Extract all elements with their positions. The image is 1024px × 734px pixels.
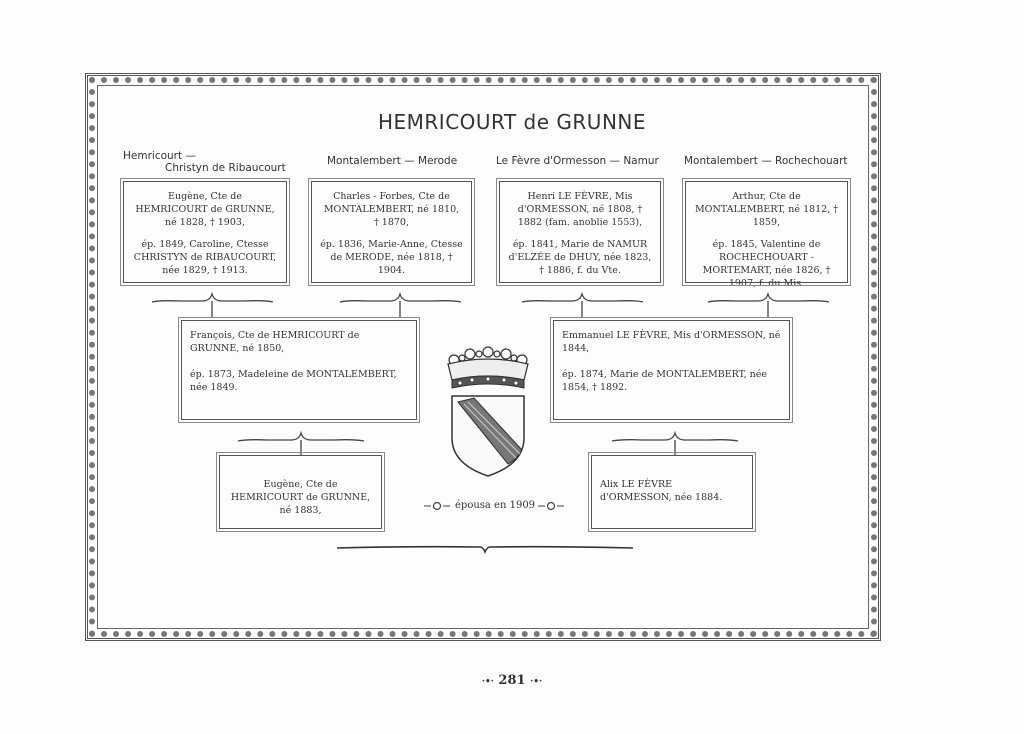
column-head-2: Montalembert — Merode <box>327 155 458 167</box>
column-head-1-line1: Hemricourt — <box>123 150 196 162</box>
page-number: ·•· 281 ·•· <box>481 673 543 688</box>
person-line-1: Eugène, Cte de HEMRICOURT de GRUNNE, né 1828, † 1903, <box>135 191 275 228</box>
marriage-note: épousa en 1909 <box>455 500 536 511</box>
marriage-line-2: ép. 1836, Marie-Anne, Ctesse de MERODE, née 1818, † 1904. <box>320 239 463 276</box>
ornament-left-icon <box>422 500 452 512</box>
column-head-1 <box>123 150 286 174</box>
bracket-gen1-third <box>520 290 645 318</box>
person-line-2: Charles - Forbes, Cte de MONTALEMBERT, né 1810, † 1870, <box>323 191 460 228</box>
bracket-gen2-right <box>610 428 740 458</box>
page-title: HEMRICOURT de GRUNNE <box>377 110 647 134</box>
marriage-line-3: ép. 1841, Marie de NAMUR d'ELZÉE de DHUY, née 1823, † 1886, f. du Vte. <box>508 239 652 276</box>
bracket-gen2-left <box>236 428 366 458</box>
page-number-value: 281 <box>498 673 526 688</box>
coat-of-arms-icon <box>438 346 538 478</box>
marriage-line-emmanuel: ép. 1874, Marie de MONTALEMBERT, née 1854, † 1892. <box>562 369 768 393</box>
person-box-alix <box>591 455 753 529</box>
person-line-eugene-1883: Eugène, Cte de HEMRICOURT de GRUNNE, né 1883, <box>230 479 371 516</box>
bracket-gen1-second <box>338 290 463 318</box>
person-box-montalembert-merode <box>311 181 472 283</box>
person-box-francois <box>181 320 417 420</box>
person-box-emmanuel <box>553 320 790 420</box>
person-box-eugene-1883 <box>219 455 382 529</box>
person-box-hemricourt-ribaucourt <box>123 181 287 283</box>
person-line-emmanuel: Emmanuel LE FÈVRE, Mis d'ORMESSON, né 1844, <box>562 330 781 354</box>
marriage-line-1: ép. 1849, Caroline, Ctesse CHRISTYN de RIBAUCOURT, née 1829, † 1913. <box>133 239 277 276</box>
person-box-montalembert-rochechouart <box>685 181 848 289</box>
marriage-line-4: ép. 1845, Valentine de ROCHECHOUART - MORTEMART, née 1826, † 1907, f. du Mis. <box>702 239 831 289</box>
marriage-line-francois: ép. 1873, Madeleine de MONTALEMBERT, née 1849. <box>190 369 397 393</box>
person-line-francois: François, Cte de HEMRICOURT de GRUNNE, né 1850, <box>190 330 360 354</box>
bracket-gen1-left <box>150 290 275 318</box>
person-line-alix: Alix LE FÈVRE d'ORMESSON, née 1884. <box>600 479 723 503</box>
person-line-4: Arthur, Cte de MONTALEMBERT, né 1812, † 1859, <box>694 191 839 228</box>
person-box-ormesson-namur <box>499 181 661 283</box>
column-head-1-line2: Christyn de Ribaucourt <box>165 162 286 174</box>
bracket-gen1-right <box>706 290 831 318</box>
person-line-3: Henri LE FÈVRE, Mis d'ORMESSON, né 1808, † 1882 (fam. anoblie 1553), <box>517 191 643 228</box>
ornament-right-icon <box>536 500 566 512</box>
column-head-4: Montalembert — Rochechouart <box>684 155 848 167</box>
decorative-rule <box>335 540 635 554</box>
column-head-3: Le Fèvre d'Ormesson — Namur <box>496 155 659 167</box>
